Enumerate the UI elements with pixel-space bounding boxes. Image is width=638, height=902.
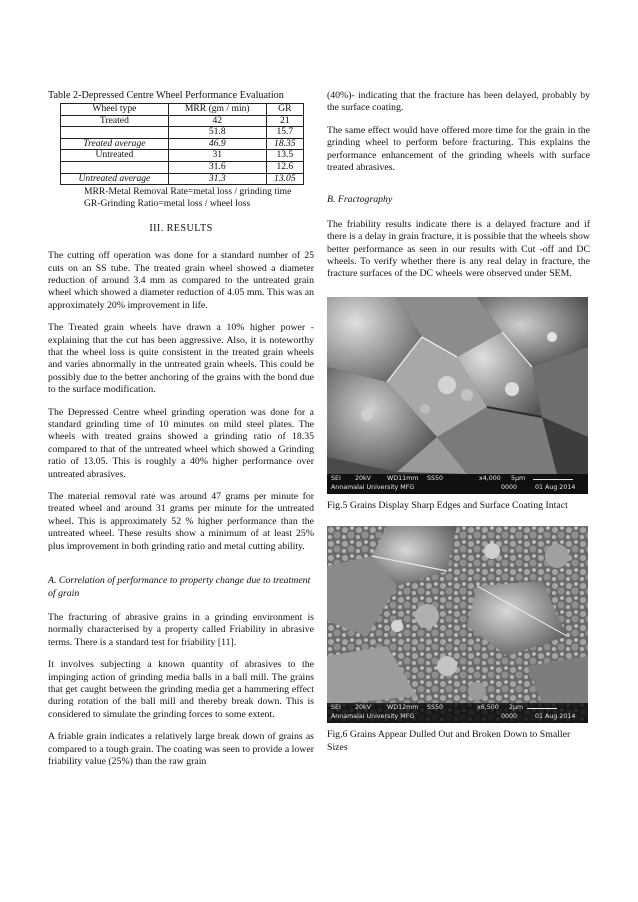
table-cell-type: Treated <box>61 115 169 127</box>
results-paragraph: The Depressed Centre wheel grinding operation was done for a standard grinding time of 10 minutes on mild steel plates. The wheels with treated grains showed a grinding ratio of 18.35 compared to that of the untreated wheel which showed a Grinding ratio of 13.05. This is roughly a 40% higher performance over untreated abrasives. <box>48 406 314 480</box>
table-caption: Table 2-Depressed Centre Wheel Performance Evaluation <box>48 90 284 101</box>
body-paragraph: The same effect would have offered more time for the grain in the grinding wheel to perform before fracturing. This explains the performance enhancement of the grinding wheels with surface treated abrasives. <box>327 124 590 174</box>
table-header-cell: GR <box>266 104 303 116</box>
table-cell-type: Untreated <box>61 150 169 162</box>
sem-scale-value: 5μm <box>511 474 526 482</box>
body-paragraph: (40%)- indicating that the fracture has been delayed, probably by the surface coating. <box>327 90 590 114</box>
table-cell-gr: 13.5 <box>266 150 303 162</box>
sem-voltage: 20kV <box>355 704 371 712</box>
table-cell-gr: 13.05 <box>266 173 303 185</box>
table-cell-type <box>61 161 169 173</box>
table-header-cell: MRR (gm / min) <box>168 104 266 116</box>
performance-table <box>60 103 304 185</box>
sem-organization: Annamalai University MFG <box>331 713 415 721</box>
sem-voltage: 20kV <box>355 474 371 482</box>
sem-working-distance: WD11mm <box>387 474 419 482</box>
sem-micrograph-fig6 <box>327 526 588 723</box>
sem-working-distance: WD12mm <box>387 704 419 712</box>
sem-scale-bar <box>533 479 573 480</box>
sem-texture-image <box>327 297 588 494</box>
table-row <box>61 161 304 173</box>
results-paragraph: The cutting off operation was done for a standard number of 25 cuts on an SS tube. The treated grain wheel showed a diameter reduction of around 3.4 mm as compared to the untreated grain wheel which showed a diameter reduction of 4.05 mm. This was an approximately 20% improvement in life. <box>48 250 314 311</box>
sem-scale-bar <box>527 708 557 709</box>
sem-scale-value: 2μm <box>509 704 524 712</box>
sem-spot-size: SS50 <box>427 474 444 482</box>
table-cell-gr: 12.6 <box>266 161 303 173</box>
table-note-gr: GR-Grinding Ratio=metal loss / wheel loss <box>84 198 251 210</box>
correlation-heading: A. Correlation of performance to property change due to treatment of grain <box>48 575 311 599</box>
sem-texture-image <box>327 526 588 723</box>
table-cell-mrr: 51.8 <box>168 127 266 139</box>
sem-magnification: x6,500 <box>477 704 499 712</box>
fractography-heading: B. Fractography <box>327 194 393 206</box>
table-row <box>61 173 304 185</box>
sem-date: 01 Aug 2014 <box>535 483 576 491</box>
correlation-paragraph: The fracturing of abrasive grains in a grinding environment is normally characterised by a property called Friability in abrasive terms. There is a standard test for friability [11]. <box>48 611 314 648</box>
sem-detector: SEI <box>331 704 341 712</box>
sem-date: 01 Aug 2014 <box>535 713 576 721</box>
sem-spot-size: SS50 <box>427 704 444 712</box>
table-header-row <box>61 104 304 116</box>
table-row <box>61 115 304 127</box>
sem-detector: SEI <box>331 474 341 482</box>
table-body <box>61 115 304 185</box>
table-header-cell: Wheel type <box>61 104 169 116</box>
body-paragraph: The friability results indicate there is a delayed fracture and if there is a delay in grain fracture, it is possible that the wheels show better performance as seen in our results with Cut -off and DC wheels. To verify whether there is any real delay in fracture, the fracture surfaces of the DC wheels were observed under SEM. <box>327 218 590 280</box>
table-row <box>61 150 304 162</box>
correlation-paragraph: It involves subjecting a known quantity of abrasives to the impinging action of grinding media balls in a ball mill. The grains that get caught between the grinding media get a hammering effect during rotation of the ball mill and thereby break down. This is considered to simulate the grinding forces to some extent. <box>48 659 314 720</box>
sem-info-bar <box>327 474 588 494</box>
table-cell-mrr: 46.9 <box>168 138 266 150</box>
sem-micrograph-fig5 <box>327 297 588 494</box>
sem-code: 0000 <box>501 713 518 721</box>
table-cell-gr: 15.7 <box>266 127 303 139</box>
table-cell-type: Untreated average <box>61 173 169 185</box>
figure-5-caption: Fig.5 Grains Display Sharp Edges and Surface Coating Intact <box>327 499 568 511</box>
table-note-mrr: MRR-Metal Removal Rate=metal loss / grinding time <box>84 186 292 198</box>
table-row <box>61 127 304 139</box>
table-row <box>61 138 304 150</box>
results-paragraph: The Treated grain wheels have drawn a 10% higher power - explaining that the cut has been aggressive. Also, it is noteworthy that the wheel loss is quite consistent in the treated grain wheels and varies abnormally in the untreated grain wheels. This could be possibly due to the better anchoring of the grains with the bond due to the surface modification. <box>48 322 314 396</box>
table-cell-mrr: 31.6 <box>168 161 266 173</box>
table-cell-mrr: 31 <box>168 150 266 162</box>
sem-organization: Annamalai University MFG <box>331 483 415 491</box>
table-cell-gr: 21 <box>266 115 303 127</box>
results-heading: III. RESULTS <box>149 223 213 235</box>
sem-magnification: x4,000 <box>479 474 501 482</box>
sem-code: 0000 <box>501 483 518 491</box>
table-cell-mrr: 31.3 <box>168 173 266 185</box>
results-paragraph: The material removal rate was around 47 grams per minute for treated wheel and around 31 grams per minute for the untreated wheel. This is approximately 52 % higher performance than the untreated wheel. These results show a minimum of at least 25% plus improvement in both grinding ratio and metal cutting ability. <box>48 491 314 552</box>
figure-6-caption: Fig.6 Grains Appear Dulled Out and Broken Down to Smaller Sizes <box>327 729 571 753</box>
correlation-paragraph: A friable grain indicates a relatively large break down of grains as compared to a tough grain. The coating was seen to provide a lower friability value (25%) than the raw grain <box>48 731 314 767</box>
table-cell-mrr: 42 <box>168 115 266 127</box>
table-cell-type: Treated average <box>61 138 169 150</box>
left-column <box>48 90 314 778</box>
right-column <box>327 90 590 754</box>
sem-info-bar <box>327 703 588 723</box>
table-cell-type <box>61 127 169 139</box>
table-cell-gr: 18.35 <box>266 138 303 150</box>
